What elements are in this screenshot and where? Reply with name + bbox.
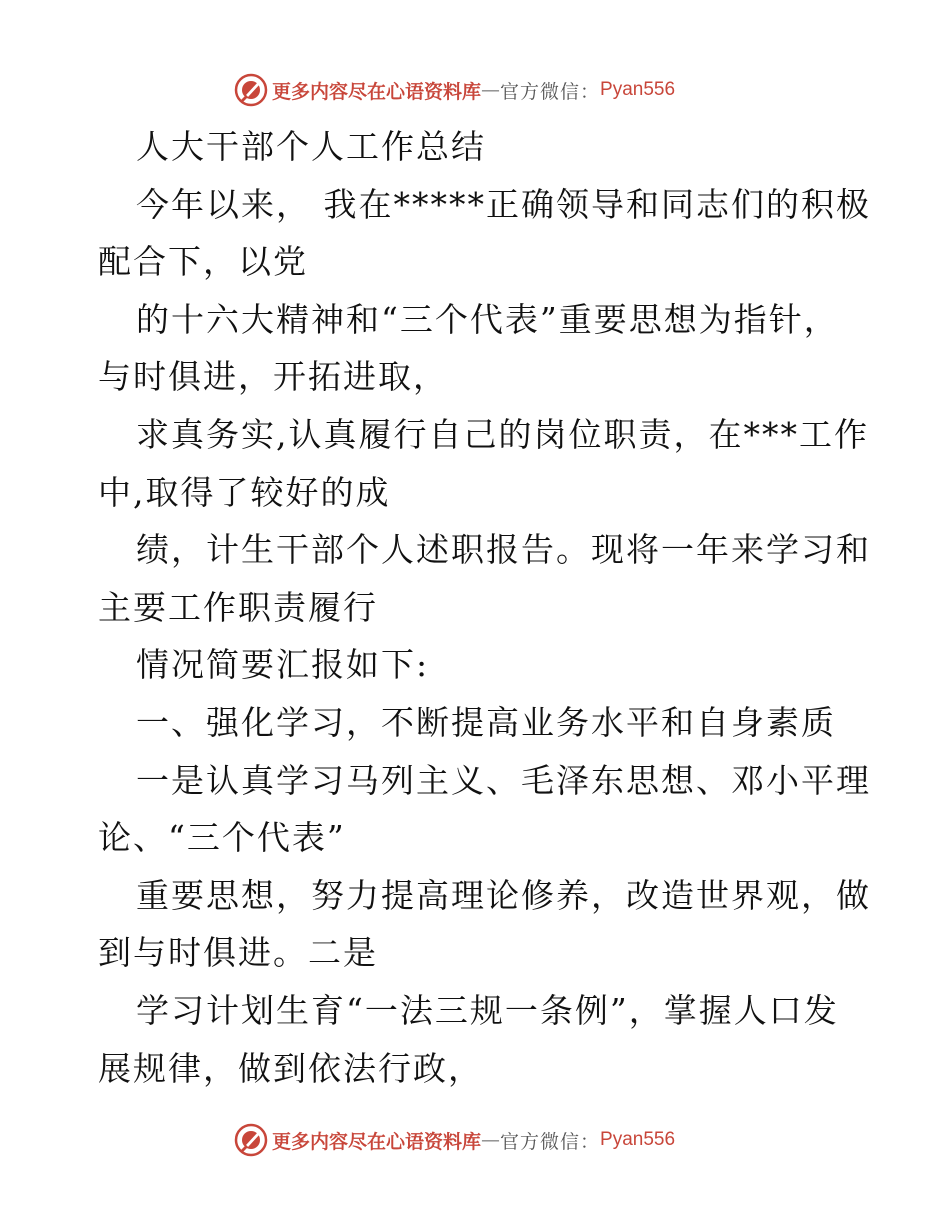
- text-line: 重要思想，努力提高理论修养，改造世界观，做: [136, 875, 871, 915]
- section-heading: 一、强化学习，不断提高业务水平和自身素质: [136, 702, 836, 742]
- header-watermark: [234, 72, 675, 108]
- text-line: 论、“三个代表”: [98, 818, 346, 858]
- text-line: 展规律，做到依法行政，: [98, 1048, 483, 1088]
- watermark-dash: —: [481, 1129, 501, 1151]
- text-line: 的十六大精神和“三个代表”重要思想为指针，: [136, 299, 839, 339]
- text-line: 一是认真学习马列主义、毛泽东思想、邓小平理: [136, 760, 871, 800]
- watermark-dash: —: [481, 79, 501, 101]
- document-title: 人大干部个人工作总结: [136, 127, 486, 166]
- text-line: 主要工作职责履行: [98, 587, 378, 627]
- text-line: 中,取得了较好的成: [98, 472, 391, 512]
- text-line: 绩，计生干部个人述职报告。现将一年来学习和: [136, 530, 871, 570]
- brand-logo-icon: [234, 1123, 268, 1157]
- text-line: 学习计划生育“一法三规一条例”，掌握人口发: [136, 990, 839, 1030]
- text-line: 今年以来， 我在*****正确领导和同志们的积极: [136, 184, 871, 224]
- document-body: [98, 118, 871, 1097]
- text-line: 配合下，以党: [98, 242, 308, 282]
- watermark-wechat-id: Pyan556: [600, 1129, 676, 1150]
- text-line: 与时俱进，开拓进取，: [98, 357, 448, 397]
- footer-watermark: [234, 1122, 675, 1158]
- watermark-official-label: 官方微信：: [500, 80, 601, 103]
- watermark-site-text: 更多内容尽在心语资料库: [272, 1130, 482, 1153]
- text-line: 到与时俱进。二是: [98, 933, 378, 973]
- text-line: 情况简要汇报如下:: [136, 645, 430, 685]
- watermark-wechat-id: Pyan556: [600, 79, 676, 100]
- watermark-official-label: 官方微信：: [500, 1130, 601, 1153]
- watermark-site-text: 更多内容尽在心语资料库: [272, 80, 482, 103]
- brand-logo-icon: [234, 73, 268, 107]
- text-line: 求真务实,认真履行自己的岗位职责，在***工作: [136, 414, 869, 454]
